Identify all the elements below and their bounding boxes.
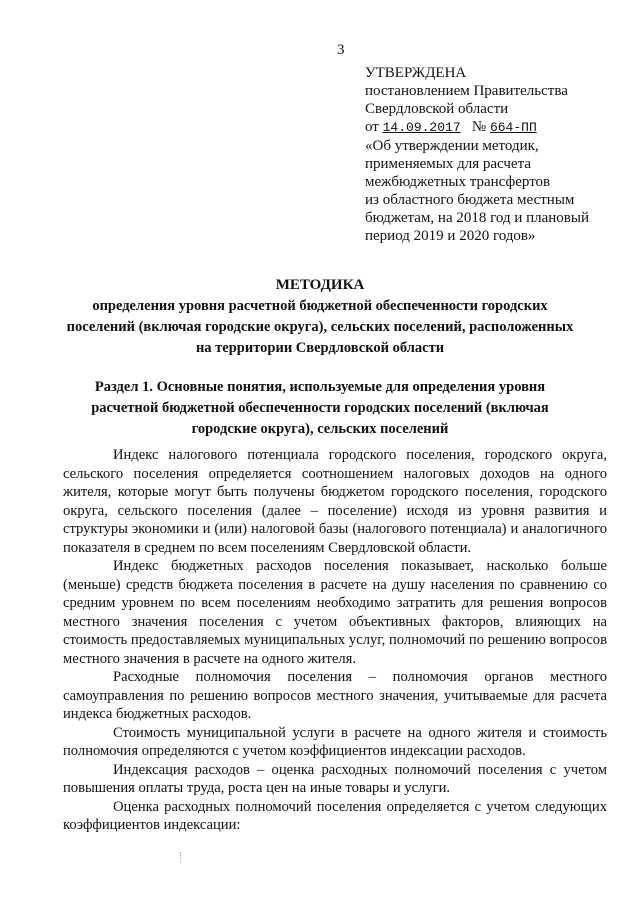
approval-about-line: применяемых для расчета (365, 156, 531, 172)
approval-about-line: бюджетам, на 2018 год и плановый (365, 210, 589, 226)
approval-number: 664-ПП (489, 120, 537, 135)
approval-about-line: период 2019 и 2020 годов» (365, 228, 536, 244)
paragraph: Индекс бюджетных расходов поселения показывает, насколько больше (меньше) средств бюджета поселения в расчете на душу населения по сравнению со средним уровнем по всем поселениям необходимо затратить для решения вопросов местного значения поселения с учетом объективных факторов, влияющих на стоимость предоставляемых муниципальных услуг, полномочий по решению вопросов местного значения в расчете на одного жителя. (63, 558, 607, 667)
approval-line: постановлением Правительства (365, 83, 568, 99)
document-subtitle: определения уровня расчетной бюджетной обеспеченности городских поселений (включая городские округа), сельских поселений, расположенных на территории Свердловской области (66, 298, 574, 356)
date-prefix: от (365, 119, 379, 135)
section-heading: Раздел 1. Основные понятия, используемые для определения уровня расчетной бюджетной обеспеченности городских поселений (включая городские округа), сельских поселений (91, 379, 549, 437)
approval-date-line (365, 118, 627, 137)
page-number: 3 (337, 42, 345, 58)
approval-line: Свердловской области (365, 101, 509, 117)
number-sign: № (471, 119, 487, 135)
approval-block (365, 64, 627, 245)
approval-about-line: межбюджетных трансфертов (365, 174, 551, 190)
document-title: МЕТОДИКА (275, 277, 365, 293)
paragraph: Оценка расходных полномочий поселения определяется с учетом следующих коэффициентов индексации: (63, 798, 607, 833)
paragraph: Расходные полномочия поселения – полномочия органов местного самоуправления по решению вопросов местного значения, учитываемые для расчета индекса бюджетных расходов. (63, 669, 607, 722)
approval-date: 14.09.2017 (382, 120, 461, 135)
paragraph: Стоимость муниципальной услуги в расчете на одного жителя и стоимость полномочия определяются с учетом коэффициентов индексации расходов. (63, 724, 607, 759)
scan-mark (180, 852, 183, 862)
paragraph: Индексация расходов – оценка расходных полномочий поселения с учетом повышения оплаты труда, роста цен на иные товары и услуги. (63, 761, 607, 796)
approval-about-line: «Об утверждении методик, (365, 138, 539, 154)
body-text (63, 446, 607, 835)
approval-about-line: из областного бюджета местным (365, 192, 575, 208)
approval-heading: УТВЕРЖДЕНА (365, 65, 467, 81)
paragraph: Индекс налогового потенциала городского поселения, городского округа, сельского поселения определяется соотношением налоговых доходов на одного жителя, которые могут быть получены бюджетом городского поселения, городского округа, сельского поселения (далее – поселение) исходя из уровня развития и структуры экономики и (или) налоговой базы (налогового потенциала) и аналогичного показателя в среднем по всем поселениям Свердловской области. (63, 447, 607, 556)
